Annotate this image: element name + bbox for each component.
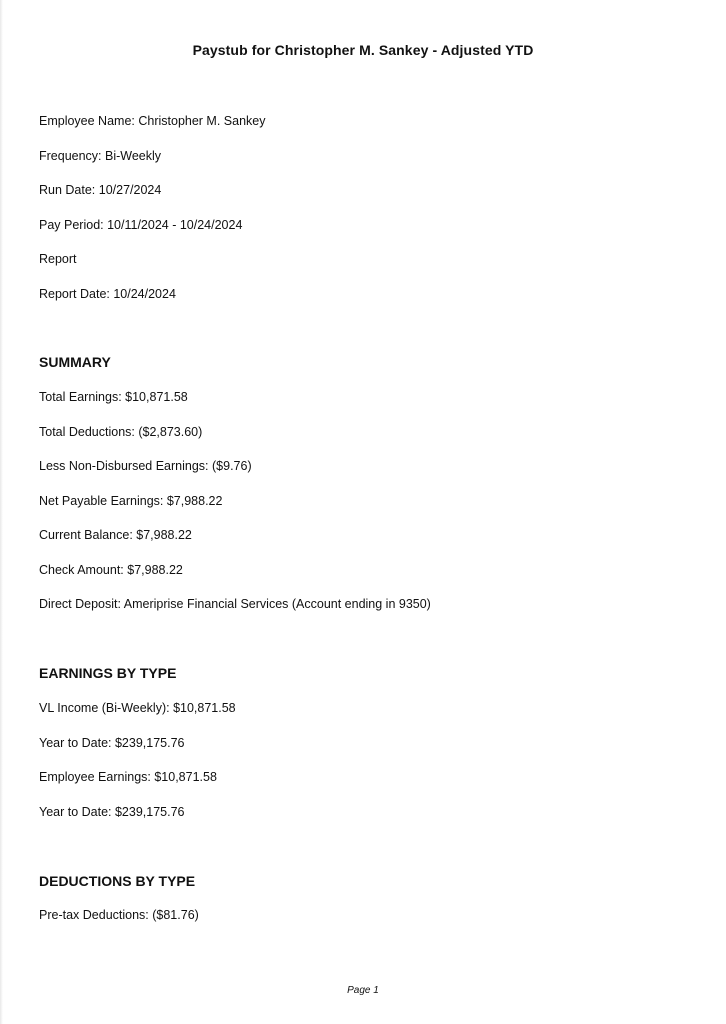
run-date-line: Run Date: 10/27/2024 (39, 183, 162, 197)
employee-earnings-line: Employee Earnings: $10,871.58 (39, 770, 217, 784)
vl-income-line: VL Income (Bi-Weekly): $10,871.58 (39, 701, 236, 715)
page-edge-shadow (0, 0, 3, 1024)
pretax-deductions-line: Pre-tax Deductions: ($81.76) (39, 908, 199, 922)
frequency-line: Frequency: Bi-Weekly (39, 149, 162, 163)
net-payable-earnings-line: Net Payable Earnings: $7,988.22 (39, 494, 223, 508)
document-title: Paystub for Christopher M. Sankey - Adjusted YTD (192, 42, 534, 58)
employee-earnings-ytd-line: Year to Date: $239,175.76 (39, 805, 185, 819)
current-balance-line: Current Balance: $7,988.22 (39, 528, 192, 542)
earnings-heading: EARNINGS BY TYPE (39, 665, 177, 681)
deductions-heading: DEDUCTIONS BY TYPE (39, 873, 196, 889)
page-number: Page 1 (347, 985, 379, 996)
income-ytd-line: Year to Date: $239,175.76 (39, 736, 185, 750)
summary-heading: SUMMARY (39, 354, 111, 370)
report-date-line: Report Date: 10/24/2024 (39, 287, 176, 301)
employee-name-line: Employee Name: Christopher M. Sankey (39, 114, 266, 128)
direct-deposit-line: Direct Deposit: Ameriprise Financial Services (Account ending in 9350) (39, 597, 431, 611)
total-deductions-line: Total Deductions: ($2,873.60) (39, 425, 203, 439)
report-line: Report (39, 252, 77, 266)
check-amount-line: Check Amount: $7,988.22 (39, 563, 183, 577)
total-earnings-line: Total Earnings: $10,871.58 (39, 390, 188, 404)
pay-period-line: Pay Period: 10/11/2024 - 10/24/2024 (39, 218, 243, 232)
non-disbursed-earnings-line: Less Non-Disbursed Earnings: ($9.76) (39, 459, 252, 473)
